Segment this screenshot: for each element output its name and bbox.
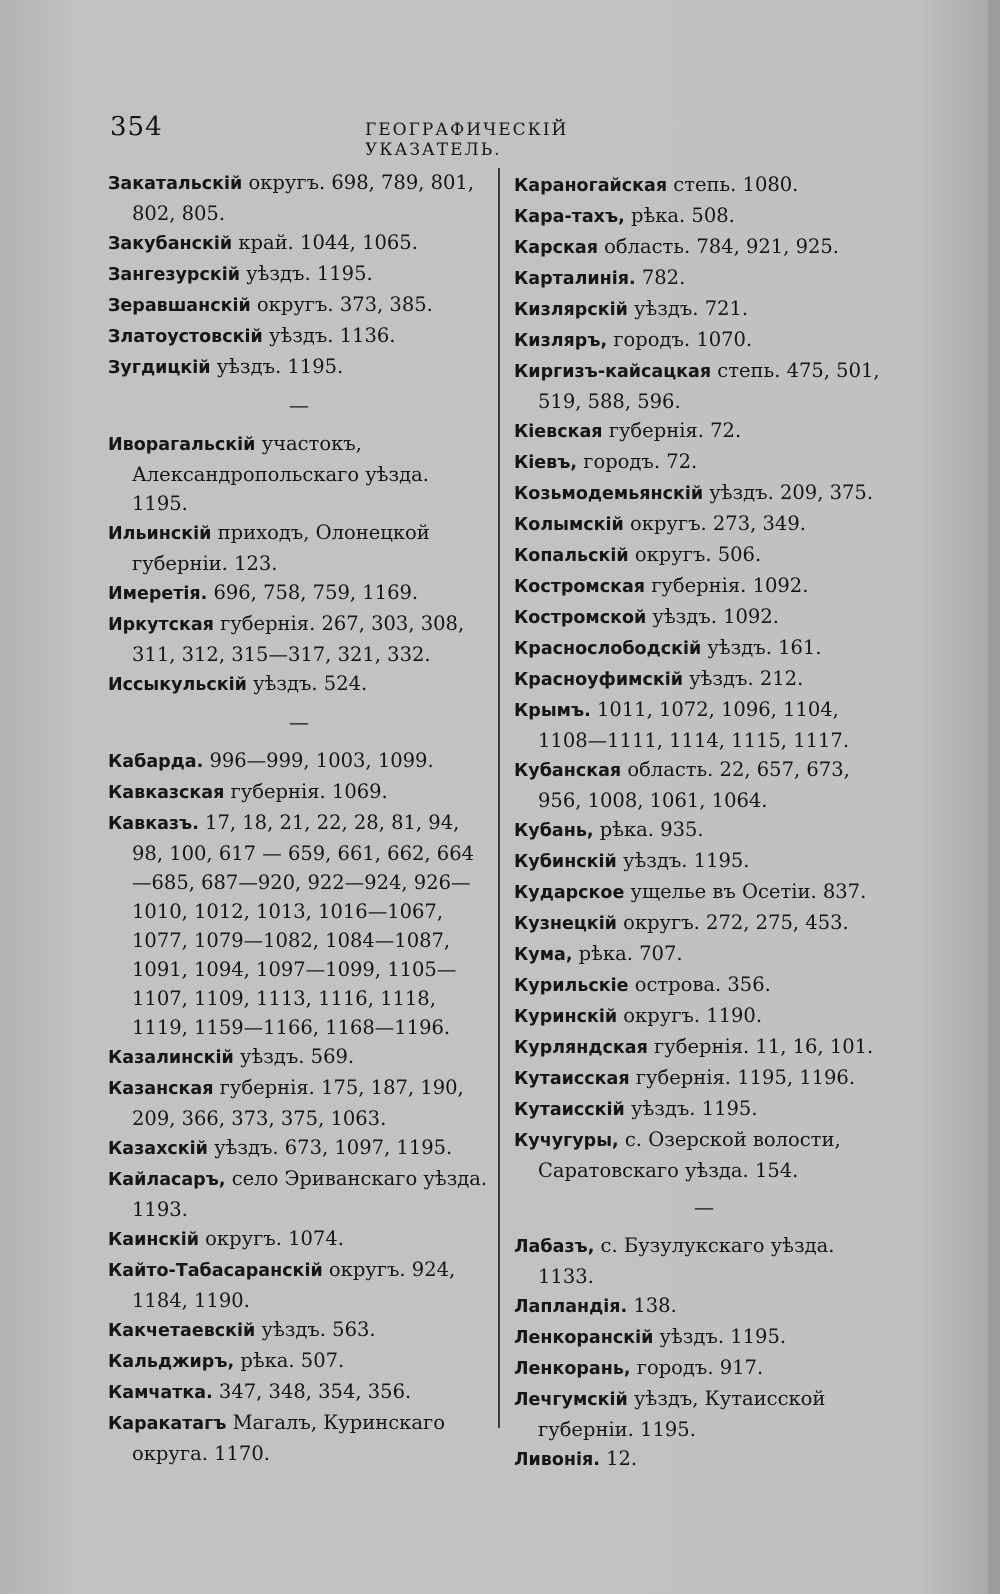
index-entry bbox=[108, 259, 490, 290]
entry-name: Зеравшанскій bbox=[108, 296, 251, 316]
entry-name: Кубанская bbox=[514, 761, 622, 781]
entry-references: область. 22, 657, 673, 956, 1008, 1061, 1064. bbox=[538, 758, 850, 812]
entry-references: уѣздъ. 673, 1097, 1195. bbox=[207, 1136, 453, 1159]
index-entry bbox=[108, 1224, 490, 1255]
index-entry bbox=[514, 1384, 894, 1444]
index-entry bbox=[514, 846, 894, 877]
index-entry bbox=[108, 352, 490, 383]
section-divider: — bbox=[289, 393, 309, 417]
entry-references: уѣздъ. 161. bbox=[701, 636, 822, 659]
entry-references: уѣздъ. 1195. bbox=[624, 1097, 758, 1120]
index-entry bbox=[514, 1094, 894, 1125]
entry-name: Кутаисская bbox=[514, 1069, 630, 1089]
entry-references: округъ. 1190. bbox=[617, 1004, 763, 1027]
page-header bbox=[110, 112, 670, 160]
entry-name: Иркутская bbox=[108, 615, 214, 635]
index-entry bbox=[108, 808, 490, 1042]
index-entry bbox=[514, 232, 894, 263]
entry-references: уѣздъ. 563. bbox=[255, 1318, 376, 1341]
index-entry bbox=[514, 633, 894, 664]
entry-name: Какчетаевскій bbox=[108, 1321, 256, 1341]
entry-references: губернія. 1069. bbox=[224, 780, 388, 803]
index-entry bbox=[514, 478, 894, 509]
entry-name: Лабазъ, bbox=[514, 1237, 595, 1257]
entry-name: Карская bbox=[514, 238, 598, 258]
entry-references: округъ. 1074. bbox=[198, 1227, 344, 1250]
entry-references: губернія. 175, 187, 190, 209, 366, 373, 375, 1063. bbox=[132, 1076, 464, 1130]
entry-references: уѣздъ. 209, 375. bbox=[703, 481, 874, 504]
entry-references: с. Озерской волости, Саратовскаго уѣзда. 154. bbox=[538, 1128, 841, 1182]
index-entry bbox=[108, 290, 490, 321]
index-entry bbox=[108, 1315, 490, 1346]
entry-references: 1011, 1072, 1096, 1104, 1108—1111, 1114, 1115, 1117. bbox=[538, 698, 850, 752]
entry-name: Кіевъ, bbox=[514, 453, 578, 473]
index-entry bbox=[514, 447, 894, 478]
left-column bbox=[108, 168, 490, 1468]
index-entry bbox=[514, 1291, 894, 1322]
index-entry bbox=[108, 168, 490, 228]
column-divider bbox=[498, 168, 500, 1428]
page-shadow bbox=[898, 0, 988, 1594]
index-entry bbox=[514, 970, 894, 1001]
entry-name: Зугдицкій bbox=[108, 358, 211, 378]
index-entry bbox=[514, 294, 894, 325]
entry-references: округъ. 272, 275, 453. bbox=[616, 911, 849, 934]
entry-name: Каракатагъ bbox=[108, 1414, 227, 1434]
entry-references: уѣздъ. 1136. bbox=[262, 324, 396, 347]
entry-references: губернія. 1092. bbox=[645, 574, 809, 597]
entry-name: Казахскій bbox=[108, 1139, 208, 1159]
entry-references: уѣздъ. 1195. bbox=[653, 1325, 787, 1348]
entry-name: Кіевская bbox=[514, 422, 603, 442]
section-divider: — bbox=[694, 1195, 714, 1219]
index-entry bbox=[514, 356, 894, 416]
index-entry bbox=[108, 518, 490, 578]
entry-references: край. 1044, 1065. bbox=[232, 231, 418, 254]
entry-name: Крымъ. bbox=[514, 701, 591, 721]
entry-name: Ильинскій bbox=[108, 524, 212, 544]
entry-references: 17, 18, 21, 22, 28, 81, 94, 98, 100, 617 — 659, 661, 662, 664—685, 687—920, 922—924, 926—1010, 1012, 1013, 1016—1067, 1077, 1079—1082, 1084—1087, 1091, 1094, 1097—1099, 1105—1107, 1109, 1113, 1116, 1118, 1119, 1159—1166, 1168—1196. bbox=[132, 811, 475, 1039]
index-entry bbox=[514, 1001, 894, 1032]
entry-references: 696, 758, 759, 1169. bbox=[207, 581, 419, 604]
entry-name: Казалинскій bbox=[108, 1048, 234, 1068]
index-entry bbox=[514, 877, 894, 908]
entry-name: Иворагальскій bbox=[108, 435, 256, 455]
entry-references: уѣздъ. 1092. bbox=[646, 605, 779, 628]
entry-references: уѣздъ, Кутаисской губерніи. 1195. bbox=[538, 1387, 826, 1441]
index-entry bbox=[108, 429, 490, 518]
index-entry bbox=[514, 1231, 894, 1291]
entry-references: с. Бузулукскаго уѣзда. 1133. bbox=[538, 1234, 835, 1288]
entry-references: городъ. 72. bbox=[577, 450, 698, 473]
index-entry bbox=[108, 1133, 490, 1164]
entry-references: округъ. 924, 1184, 1190. bbox=[132, 1258, 456, 1312]
entry-references: городъ. 917. bbox=[630, 1356, 764, 1379]
entry-name: Лапландія. bbox=[514, 1297, 628, 1317]
page-number: 354 bbox=[110, 112, 163, 142]
index-entry bbox=[514, 170, 894, 201]
entry-references: степь. 475, 501, 519, 588, 596. bbox=[538, 359, 880, 413]
entry-name: Козьмодемьянскій bbox=[514, 484, 704, 504]
entry-name: Костромской bbox=[514, 608, 647, 628]
entry-references: село Эриванскаго уѣзда. 1193. bbox=[132, 1167, 488, 1221]
entry-references: городъ. 1070. bbox=[607, 328, 753, 351]
entry-name: Лечгумскій bbox=[514, 1390, 628, 1410]
entry-references: рѣка. 508. bbox=[624, 204, 735, 227]
entry-name: Караногайская bbox=[514, 176, 668, 196]
entry-name: Ливонія. bbox=[514, 1450, 600, 1470]
entry-references: 138. bbox=[627, 1294, 677, 1317]
entry-references: рѣка. 707. bbox=[572, 942, 683, 965]
index-entry bbox=[108, 1042, 490, 1073]
index-entry bbox=[514, 325, 894, 356]
entry-references: уѣздъ. 569. bbox=[233, 1045, 355, 1068]
entry-name: Кучугуры, bbox=[514, 1131, 619, 1151]
index-entry bbox=[514, 602, 894, 633]
index-entry bbox=[514, 263, 894, 294]
entry-name: Кизлярскій bbox=[514, 300, 628, 320]
entry-references: губернія. 72. bbox=[602, 419, 742, 442]
index-entry bbox=[108, 777, 490, 808]
entry-references: уѣздъ. 721. bbox=[627, 297, 749, 320]
entry-name: Кайласаръ, bbox=[108, 1170, 226, 1190]
entry-name: Кара-тахъ, bbox=[514, 207, 625, 227]
entry-name: Кавказъ. bbox=[108, 814, 199, 834]
index-entry bbox=[514, 815, 894, 846]
entry-references: уѣздъ. 212. bbox=[682, 667, 804, 690]
index-entry bbox=[108, 1408, 490, 1468]
entry-name: Киргизъ-кайсацкая bbox=[514, 362, 712, 382]
entry-references: рѣка. 507. bbox=[234, 1349, 345, 1372]
entry-name: Иссыкульскій bbox=[108, 675, 247, 695]
index-entry bbox=[108, 228, 490, 259]
index-entry bbox=[514, 540, 894, 571]
entry-name: Кизляръ, bbox=[514, 331, 608, 351]
entry-name: Куринскій bbox=[514, 1007, 618, 1027]
entry-name: Зангезурскій bbox=[108, 265, 240, 285]
index-entry bbox=[514, 908, 894, 939]
index-entry bbox=[108, 1164, 490, 1224]
entry-name: Кайто-Табасаранскій bbox=[108, 1261, 323, 1281]
entry-references: уѣздъ. 1195. bbox=[210, 355, 344, 378]
entry-references: Магалъ, Куринскаго округа. 1170. bbox=[132, 1411, 445, 1465]
entry-references: губернія. 1195, 1196. bbox=[629, 1066, 856, 1089]
entry-references: округъ. 373, 385. bbox=[250, 293, 433, 316]
index-entry bbox=[514, 201, 894, 232]
index-entry bbox=[108, 609, 490, 669]
index-entry bbox=[514, 695, 894, 755]
entry-name: Каинскій bbox=[108, 1230, 199, 1250]
section-divider: — bbox=[289, 710, 309, 734]
entry-references: 782. bbox=[635, 266, 686, 289]
entry-references: округъ. 698, 789, 801, 802, 805. bbox=[132, 171, 475, 225]
entry-references: уѣздъ. 524. bbox=[246, 672, 368, 695]
index-entry bbox=[108, 321, 490, 352]
running-title: ГЕОГРАФИЧЕСКІЙ УКАЗАТЕЛЬ. bbox=[365, 120, 569, 160]
entry-name: Копальскій bbox=[514, 546, 629, 566]
entry-name: Ленкоранскій bbox=[514, 1328, 654, 1348]
entry-name: Камчатка. bbox=[108, 1383, 213, 1403]
index-entry bbox=[514, 1032, 894, 1063]
index-entry bbox=[108, 1346, 490, 1377]
entry-references: участокъ, Александропольскаго уѣзда. 1195. bbox=[132, 432, 429, 515]
right-column bbox=[514, 170, 894, 1475]
entry-name: Кубань, bbox=[514, 821, 594, 841]
index-entry bbox=[514, 664, 894, 695]
index-entry bbox=[514, 755, 894, 815]
entry-references: губернія. 11, 16, 101. bbox=[647, 1035, 874, 1058]
entry-name: Красноуфимскій bbox=[514, 670, 683, 690]
entry-name: Кума, bbox=[514, 945, 573, 965]
entry-name: Закубанскій bbox=[108, 234, 233, 254]
entry-name: Кавказская bbox=[108, 783, 225, 803]
index-entry bbox=[108, 1073, 490, 1133]
page-edge bbox=[988, 0, 1000, 1594]
index-entry bbox=[514, 1444, 894, 1475]
index-entry bbox=[514, 1322, 894, 1353]
entry-references: степь. 1080. bbox=[667, 173, 799, 196]
entry-name: Златоустовскій bbox=[108, 327, 263, 347]
entry-name: Казанская bbox=[108, 1079, 214, 1099]
index-entry bbox=[108, 1377, 490, 1408]
entry-references: уѣздъ. 1195. bbox=[239, 262, 373, 285]
entry-name: Кутаисскій bbox=[514, 1100, 625, 1120]
entry-references: округъ. 506. bbox=[628, 543, 762, 566]
entry-name: Курильскіе bbox=[514, 976, 629, 996]
entry-references: острова. 356. bbox=[628, 973, 771, 996]
entry-references: 347, 348, 354, 356. bbox=[212, 1380, 412, 1403]
entry-references: 12. bbox=[599, 1447, 638, 1470]
entry-references: приходъ, Олонецкой губерніи. 123. bbox=[132, 521, 430, 575]
entry-references: ущелье въ Осетіи. 837. bbox=[624, 880, 867, 903]
entry-references: рѣка. 935. bbox=[593, 818, 704, 841]
index-entry bbox=[514, 1125, 894, 1185]
index-entry bbox=[514, 1063, 894, 1094]
entry-name: Кузнецкій bbox=[514, 914, 617, 934]
index-entry bbox=[108, 669, 490, 700]
entry-name: Кубинскій bbox=[514, 852, 617, 872]
entry-name: Кальджиръ, bbox=[108, 1352, 235, 1372]
entry-references: 996—999, 1003, 1099. bbox=[203, 749, 434, 772]
entry-name: Карталинія. bbox=[514, 269, 636, 289]
index-entry bbox=[514, 571, 894, 602]
index-entry bbox=[108, 746, 490, 777]
index-entry bbox=[514, 416, 894, 447]
entry-name: Кударское bbox=[514, 883, 625, 903]
index-entry bbox=[514, 509, 894, 540]
entry-name: Ленкорань, bbox=[514, 1359, 631, 1379]
entry-name: Курляндская bbox=[514, 1038, 648, 1058]
entry-name: Имеретія. bbox=[108, 584, 208, 604]
entry-name: Костромская bbox=[514, 577, 645, 597]
entry-name: Кабарда. bbox=[108, 752, 204, 772]
entry-references: округъ. 273, 349. bbox=[623, 512, 806, 535]
index-entry bbox=[108, 578, 490, 609]
entry-references: уѣздъ. 1195. bbox=[616, 849, 750, 872]
entry-name: Краснослободскій bbox=[514, 639, 702, 659]
index-entry bbox=[514, 1353, 894, 1384]
entry-name: Закатальскій bbox=[108, 174, 243, 194]
index-entry bbox=[108, 1255, 490, 1315]
entry-references: область. 784, 921, 925. bbox=[597, 235, 840, 258]
index-entry bbox=[514, 939, 894, 970]
entry-references: губернія. 267, 303, 308, 311, 312, 315—317, 321, 332. bbox=[132, 612, 465, 666]
entry-name: Колымскій bbox=[514, 515, 624, 535]
